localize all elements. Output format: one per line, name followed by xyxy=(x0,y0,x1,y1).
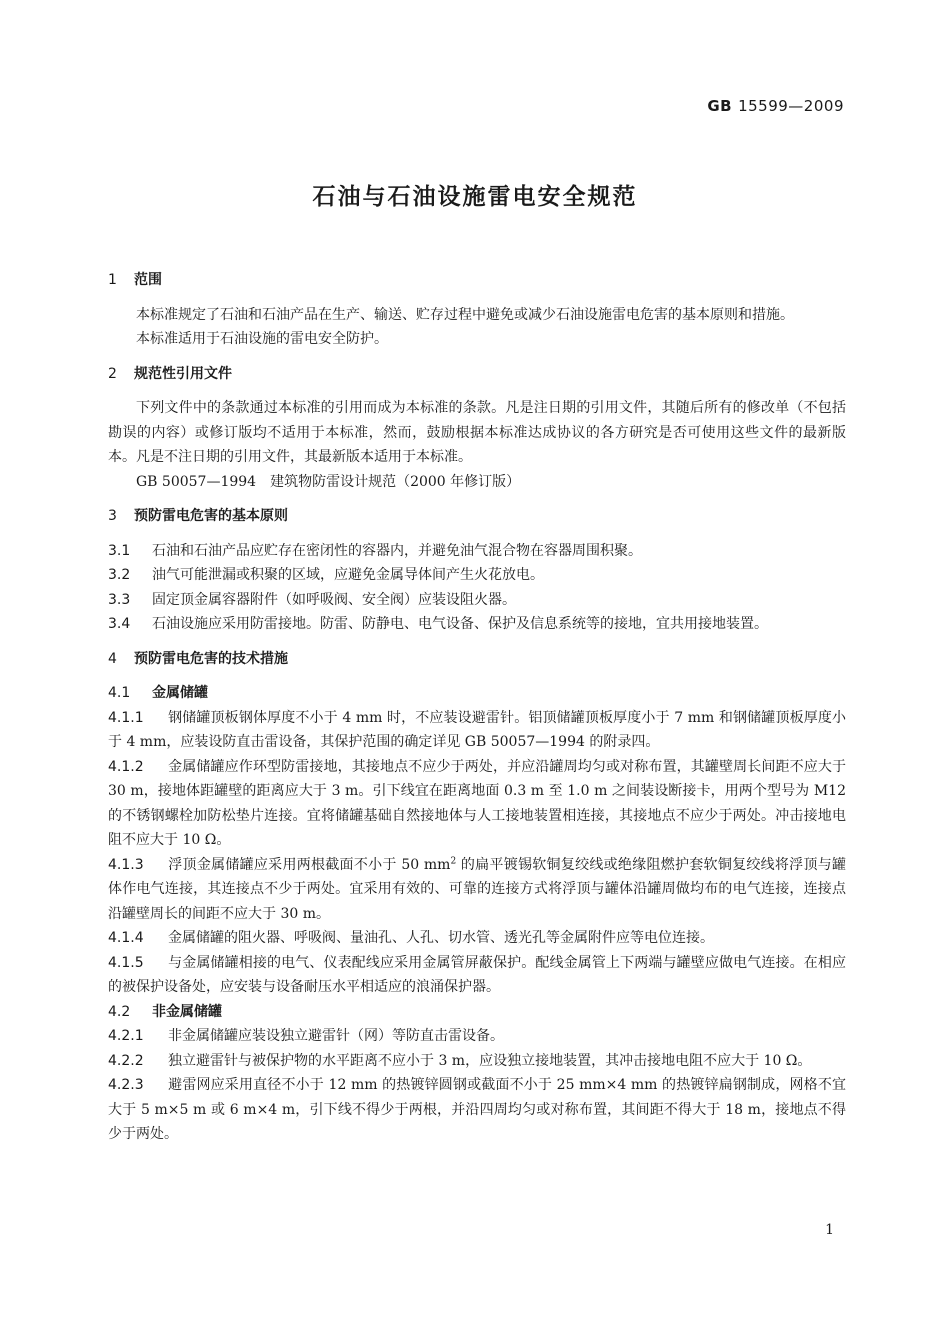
clause-3-3: 3.3 固定顶金属容器附件（如呼吸阀、安全阀）应装设阻火器。 xyxy=(108,591,516,608)
clause-4-1-3: 4.1.3 浮顶金属储罐应采用两根截面不小于 50 $mm^2$ 的扁平镀锡软铜复绞线或绝缘阻燃护套软铜复绞线将浮顶与罐体作电气连接，其连接点不少于两处。宜采用有效的、可靠的连接方式将浮顶与罐体沿罐周做均布的电气连接，连接点沿罐壁周长的间距不应大于 30 m。 xyxy=(108,855,847,922)
clause-4-2-2: 4.2.2 独立避雷针与被保护物的水平距离不应小于 3 m，应设独立接地装置，其冲击接地电阻不应大于 10 Ω。 xyxy=(108,1052,812,1069)
clause-4-2-3: 4.2.3 避雷网应采用直径不小于 12 mm 的热镀锌圆钢或截面不小于 25 mm×4 mm 的热镀锌扁钢制成，网格不宜大于 5 m×5 m 或 6 m×4 m，引下线不得少于两根，并沿四周均匀或对称布置，其间距不得大于 18 m，接地点不得少于两处。 xyxy=(108,1077,846,1142)
superscript-2: 2 xyxy=(450,855,457,866)
section-1-paragraph-2: 本标准适用于石油设施的雷电安全防护。 xyxy=(136,331,388,347)
page-number: 1 xyxy=(825,1222,834,1238)
clause-3-4: 3.4 石油设施应采用防雷接地。防雷、防静电、电气设备、保护及信息系统等的接地，宜共用接地装置。 xyxy=(108,616,768,632)
normative-reference: GB 50057—1994 建筑物防雷设计规范（2000 年修订版） xyxy=(136,473,521,490)
clause-4-2-1: 4.2.1 非金属储罐应装设独立避雷针（网）等防直击雷设备。 xyxy=(108,1028,504,1044)
subsection-4-1-heading: 4.1 金属储罐 xyxy=(108,685,208,701)
clause-4-1-5: 4.1.5 与金属储罐相接的电气、仪表配线应采用金属管屏蔽保护。配线金属管上下两端与罐壁应做电气连接。在相应的被保护设备处，应安装与设备耐压水平相适应的浪涌保护器。 xyxy=(108,954,846,995)
section-1-paragraph-1: 本标准规定了石油和石油产品在生产、输送、贮存过程中避免或减少石油设施雷电危害的基本原则和措施。 xyxy=(136,306,794,323)
standard-number: 15599—2009 xyxy=(738,97,844,115)
section-2-heading: 2 规范性引用文件 xyxy=(108,365,232,382)
section-1-heading: 1 范围 xyxy=(108,272,162,288)
standard-code xyxy=(707,97,844,115)
clause-3-2: 3.2 油气可能泄漏或积聚的区域，应避免金属导体间产生火花放电。 xyxy=(108,567,544,583)
standard-prefix: GB xyxy=(707,97,733,115)
section-4-heading: 4 预防雷电危害的技术措施 xyxy=(108,650,288,667)
clause-4-1-2: 4.1.2 金属储罐应作环型防雷接地，其接地点不应少于两处，并应沿罐周均匀或对称布置，其罐壁周长间距不应大于 30 m，接地体距罐壁的距离应大于 3 m。引下线宜在距离地面 0.3 m 至 1.0 m 之间装设断接卡，用两个型号为 M12 的不锈钢螺栓加防松垫片连接。宜将储罐基础自然接地体与人工接地装置相连接，其接地点不应少于两处。冲击接地电阻不应大于 10 Ω。 xyxy=(108,758,846,848)
clause-3-1: 3.1 石油和石油产品应贮存在密闭性的容器内，并避免油气混合物在容器周围积聚。 xyxy=(108,542,642,559)
clause-4-1-4: 4.1.4 金属储罐的阻火器、呼吸阀、量油孔、人孔、切水管、透光孔等金属附件应等电位连接。 xyxy=(108,930,714,946)
section-3-heading: 3 预防雷电危害的基本原则 xyxy=(108,508,288,524)
document-title: 石油与石油设施雷电安全规范 xyxy=(312,184,638,210)
subsection-4-2-heading: 4.2 非金属储罐 xyxy=(108,1003,222,1020)
document-body xyxy=(108,258,846,1147)
clause-4-1-1: 4.1.1 钢储罐顶板钢体厚度不小于 4 mm 时，不应装设避雷针。铝顶储罐顶板厚度小于 7 mm 和钢储罐顶板厚度小于 4 mm，应装设防直击雷设备，其保护范围的确定详见 GB 50057—1994 的附录四。 xyxy=(108,709,846,750)
section-2-paragraph: 下列文件中的条款通过本标准的引用而成为本标准的条款。凡是注日期的引用文件，其随后所有的修改单（不包括勘误的内容）或修订版均不适用于本标准，然而，鼓励根据本标准达成协议的各方研究是否可使用这些文件的最新版本。凡是不注日期的引用文件，其最新版本适用于本标准。 xyxy=(108,400,846,465)
